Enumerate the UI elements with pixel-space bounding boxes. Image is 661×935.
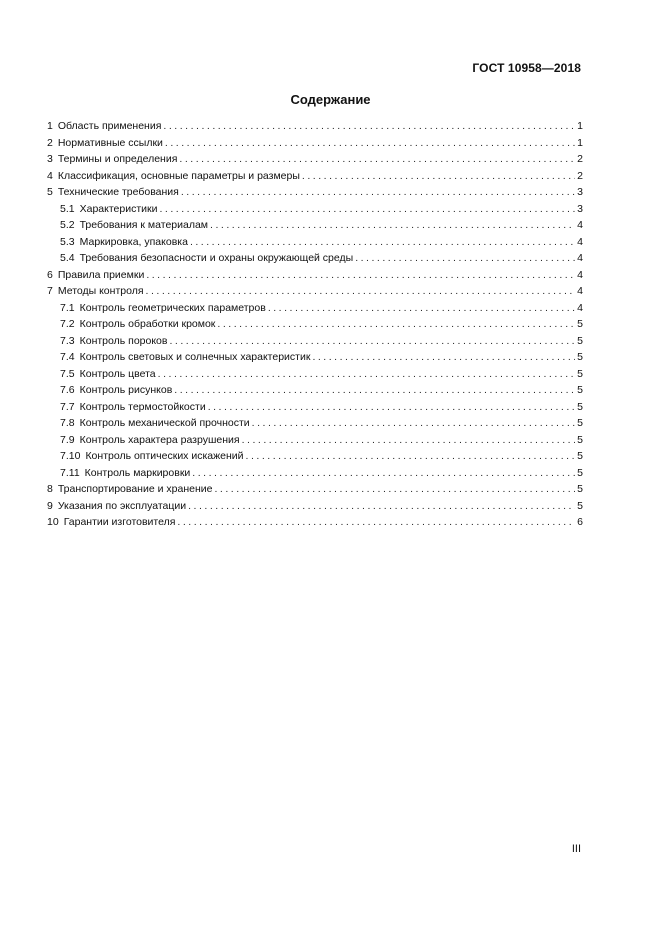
toc-leader-dots: [214, 481, 575, 498]
toc-entry-number: 7.11: [60, 466, 80, 479]
toc-entry-number: 5: [47, 186, 53, 198]
toc-entry-title: Контроль обработки кромок: [79, 318, 216, 330]
toc-entry-title: Контроль характера разрушения: [79, 433, 240, 446]
toc-entry-title: Указания по эксплуатации: [57, 499, 187, 512]
toc-leader-dots: [312, 349, 575, 366]
toc-entry-title: Термины и определения: [57, 153, 178, 165]
toc-entry-number: 7.1: [60, 301, 75, 314]
toc-entry-page: 1: [577, 120, 583, 132]
toc-entry[interactable]: [47, 316, 583, 333]
toc-entry-number: 6: [47, 268, 53, 281]
toc-leader-dots: [217, 316, 575, 333]
toc-entry[interactable]: [47, 498, 583, 515]
toc-entry-number: 9: [47, 499, 53, 512]
toc-leader-dots: [146, 283, 576, 300]
toc-entry-page: 4: [577, 268, 583, 281]
toc-leader-dots: [190, 234, 575, 251]
toc-entry-title: Характеристики: [79, 202, 158, 215]
document-code: ГОСТ 10958—2018: [472, 61, 581, 75]
toc-entry-title: Транспортирование и хранение: [57, 483, 213, 495]
toc-entry-page: 5: [577, 499, 583, 512]
toc-entry-title: Контроль геометрических параметров: [79, 301, 266, 314]
toc-entry-page: 4: [577, 219, 583, 231]
toc-leader-dots: [188, 498, 575, 515]
toc-entry[interactable]: [47, 432, 583, 449]
toc-entry-title: Маркировка, упаковка: [79, 235, 188, 248]
toc-leader-dots: [158, 366, 576, 383]
toc-entry-page: 5: [577, 367, 583, 380]
toc-entry[interactable]: [47, 514, 583, 531]
toc-entry-page: 2: [577, 153, 583, 165]
toc-entry-number: 1: [47, 120, 53, 132]
toc-leader-dots: [159, 201, 575, 218]
toc-entry-page: 4: [577, 235, 583, 248]
toc-entry-title: Контроль цвета: [79, 367, 156, 380]
toc-entry-title: Контроль маркировки: [84, 466, 191, 479]
toc-leader-dots: [146, 267, 575, 284]
toc-entry-page: 3: [577, 202, 583, 215]
toc-leader-dots: [208, 399, 575, 416]
toc-entry-number: 7.9: [60, 433, 75, 446]
toc-entry-title: Контроль механической прочности: [79, 417, 250, 429]
toc-entry[interactable]: [47, 415, 583, 432]
toc-entry-page: 1: [577, 136, 583, 149]
toc-entry-title: Область применения: [57, 120, 162, 132]
toc-entry-number: 5.2: [60, 219, 75, 231]
toc-entry-page: 6: [577, 516, 583, 528]
toc-entry-page: 5: [577, 483, 583, 495]
toc-leader-dots: [169, 333, 575, 350]
toc-entry-number: 7: [47, 285, 53, 297]
toc-entry-number: 5.4: [60, 252, 75, 264]
toc-title: Содержание: [290, 92, 371, 107]
toc-leader-dots: [210, 217, 575, 234]
toc-entry-number: 7.10: [60, 450, 81, 462]
toc-entry-number: 5.3: [60, 235, 75, 248]
toc-leader-dots: [355, 250, 575, 267]
toc-entry-number: 5.1: [60, 202, 75, 215]
toc-entry[interactable]: [47, 250, 583, 267]
toc-leader-dots: [242, 432, 576, 449]
toc-leader-dots: [174, 382, 575, 399]
toc-entry-title: Контроль пороков: [79, 334, 168, 347]
toc-leader-dots: [302, 168, 575, 185]
toc-entry-number: 7.3: [60, 334, 75, 347]
toc-entry[interactable]: [47, 349, 583, 366]
toc-entry-page: 4: [577, 285, 583, 297]
toc-entry[interactable]: [47, 168, 583, 185]
toc-entry-number: 7.8: [60, 417, 75, 429]
toc-entry-title: Контроль термостойкости: [79, 400, 206, 413]
toc-entry[interactable]: [47, 333, 583, 350]
toc-entry-title: Гарантии изготовителя: [63, 516, 176, 528]
toc-entry-page: 5: [577, 466, 583, 479]
toc-entry-number: 3: [47, 153, 53, 165]
toc-entry[interactable]: [47, 300, 583, 317]
toc-entry-title: Контроль рисунков: [79, 384, 173, 396]
toc-entry[interactable]: [47, 135, 583, 152]
toc-entry-page: 5: [577, 433, 583, 446]
toc-entry[interactable]: [47, 234, 583, 251]
toc-entry-page: 5: [577, 318, 583, 330]
table-of-contents: [47, 118, 583, 531]
toc-entry[interactable]: [47, 151, 583, 168]
toc-entry-number: 7.6: [60, 384, 75, 396]
page-number: III: [571, 843, 581, 855]
toc-entry-page: 5: [577, 351, 583, 363]
toc-entry-title: Требования к материалам: [79, 219, 209, 231]
toc-entry-title: Требования безопасности и охраны окружающей среды: [79, 252, 354, 264]
toc-leader-dots: [179, 151, 575, 168]
toc-leader-dots: [252, 415, 575, 432]
toc-entry-page: 3: [577, 186, 583, 198]
toc-entry-number: 7.4: [60, 351, 75, 363]
toc-entry-title: Правила приемки: [57, 268, 145, 281]
toc-leader-dots: [165, 135, 575, 152]
toc-entry-page: 5: [577, 417, 583, 429]
toc-entry-number: 7.2: [60, 318, 75, 330]
toc-entry[interactable]: [47, 448, 583, 465]
toc-leader-dots: [163, 118, 575, 135]
toc-entry[interactable]: [47, 399, 583, 416]
toc-entry-page: 5: [577, 334, 583, 347]
toc-entry-number: 7.5: [60, 367, 75, 380]
toc-entry-title: Контроль оптических искажений: [85, 450, 244, 462]
toc-entry[interactable]: [47, 366, 583, 383]
toc-entry[interactable]: [47, 481, 583, 498]
toc-entry[interactable]: [47, 267, 583, 284]
toc-leader-dots: [192, 465, 575, 482]
toc-entry-number: 4: [47, 169, 53, 182]
toc-entry-page: 4: [577, 301, 583, 314]
toc-leader-dots: [268, 300, 575, 317]
toc-entry-number: 2: [47, 136, 53, 149]
toc-entry-title: Нормативные ссылки: [57, 136, 163, 149]
toc-entry-title: Контроль световых и солнечных характеристик: [79, 351, 311, 363]
toc-entry-number: 7.7: [60, 400, 75, 413]
toc-entry[interactable]: [47, 217, 583, 234]
toc-entry[interactable]: [47, 184, 583, 201]
toc-leader-dots: [181, 184, 575, 201]
toc-entry-page: 4: [577, 252, 583, 264]
toc-leader-dots: [177, 514, 575, 531]
toc-entry-number: 8: [47, 483, 53, 495]
toc-entry-title: Методы контроля: [57, 285, 144, 297]
toc-entry[interactable]: [47, 465, 583, 482]
toc-entry-number: 10: [47, 516, 59, 528]
toc-entry-title: Технические требования: [57, 186, 179, 198]
toc-entry-page: 2: [577, 169, 583, 182]
toc-entry-title: Классификация, основные параметры и размеры: [57, 169, 300, 182]
toc-entry[interactable]: [47, 283, 583, 300]
toc-entry[interactable]: [47, 118, 583, 135]
toc-leader-dots: [246, 448, 576, 465]
toc-entry[interactable]: [47, 382, 583, 399]
toc-entry[interactable]: [47, 201, 583, 218]
toc-entry-page: 5: [577, 450, 583, 462]
toc-entry-page: 5: [577, 400, 583, 413]
toc-entry-page: 5: [577, 384, 583, 396]
